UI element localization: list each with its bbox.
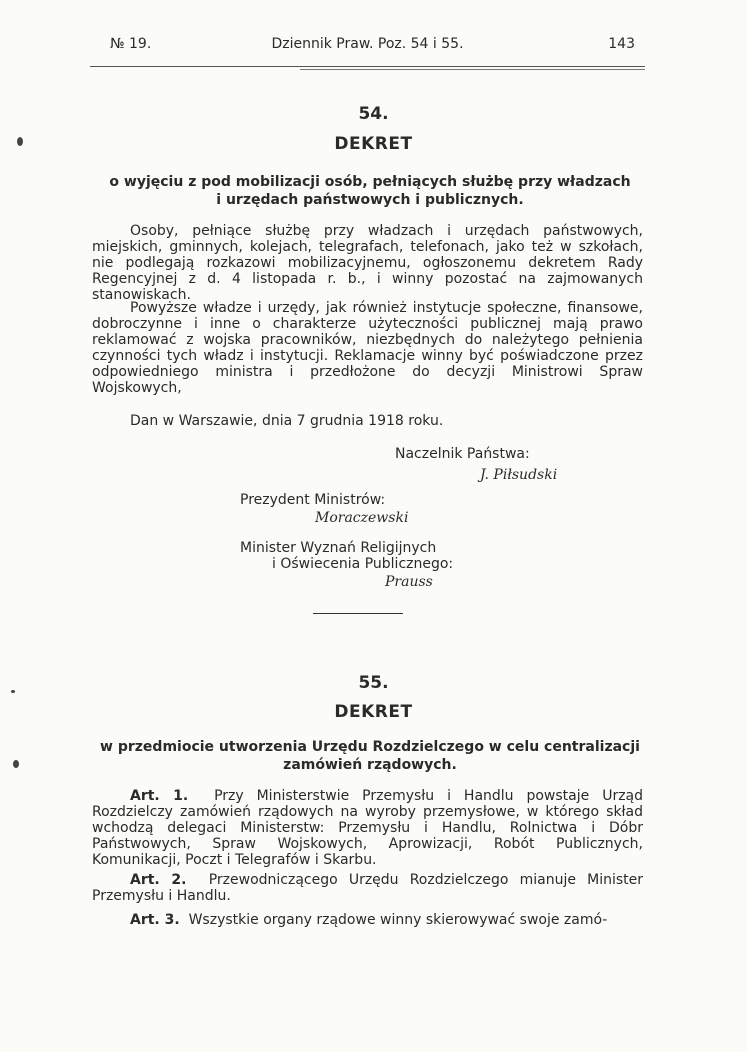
decree-54-paragraph-1: Osoby, pełniące służbę przy władzach i urzędach państwowych, miejskich, gminnych, kolejach, telegrafach, telefonach, jako też w szkołach, nie podlegają rozkazowi mobilizacyjnemu, ogłoszonemu dekretem Rady Regencyjnej z d. 4 listopada r. b., i winny pozostać na zajmowanych stanowiskach.: [92, 223, 643, 303]
section-divider: [313, 613, 403, 614]
decree-55-title: [95, 738, 645, 774]
article-2-text: Przewodniczącego Urzędu Rozdzielczego mianuje Minister Przemysłu i Handlu.: [92, 872, 643, 904]
decree-54-paragraph-2: Powyższe władze i urzędy, jak również instytucje społeczne, finansowe, dobroczynne i inne o charakterze użyteczności publicznej mają prawo reklamować z wojska pracowników, niezbędnych do należytego pełnienia czynności tych władz i instytucji. Reklamacje winny być poświadczone przez odpowiedniego ministra i przedłożone do decyzji Ministrowi Spraw Wojskowych,: [92, 300, 643, 396]
decree-55-title-line2: zamówień rządowych.: [283, 757, 457, 773]
article-1-text: Przy Ministerstwie Przemysłu i Handlu powstaje Urząd Rozdzielczy zamówień rządowych na wyroby przemysłowe, w którego skład wchodzą delegaci Ministerstw: Przemysłu i Handlu, Rolnictwa i Dóbr Państwowych, Spraw Wojskowych, Aprowizacji, Robót Publicznych, Komunikacji, Poczt i Telegrafów i Skarbu.: [92, 788, 644, 868]
article-1: [92, 788, 643, 868]
article-2: [92, 872, 643, 904]
article-1-label: Art. 1.: [130, 788, 189, 804]
issue-number: № 19.: [110, 36, 152, 52]
article-3: [92, 912, 643, 928]
scan-speck: [11, 690, 15, 693]
decree-54-number: 54.: [358, 104, 389, 124]
signatory-2-role: Prezydent Ministrów:: [240, 492, 386, 508]
signatory-1-name: J. Piłsudski: [480, 467, 558, 483]
decree-55-title-line1: w przedmiocie utworzenia Urzędu Rozdzielczego w celu centralizacji: [100, 739, 640, 755]
signatory-1-role: Naczelnik Państwa:: [395, 446, 530, 462]
article-3-label: Art. 3.: [130, 912, 180, 928]
scan-speck: [17, 137, 23, 146]
decree-54-date: Dan w Warszawie, dnia 7 grudnia 1918 roku.: [130, 413, 444, 429]
article-3-text: Wszystkie organy rządowe winny skierowywać swoje zamó-: [188, 912, 608, 928]
decree-54-title-line2: i urzędach państwowych i publicznych.: [216, 192, 524, 208]
header-rule: [90, 66, 645, 67]
signatory-3-role-line2: i Oświecenia Publicznego:: [272, 556, 454, 572]
decree-54-title: [95, 173, 645, 209]
decree-55-number: 55.: [358, 673, 389, 693]
page-header: [90, 36, 645, 58]
header-rule-secondary: [300, 69, 645, 70]
decree-55-heading: DEKRET: [334, 702, 413, 722]
signatory-2-name: Moraczewski: [315, 510, 409, 526]
signatory-3-role-line1: Minister Wyznań Religijnych: [240, 540, 437, 556]
article-2-label: Art. 2.: [130, 872, 187, 888]
signatory-3-name: Prauss: [385, 574, 433, 590]
page-number: 143: [608, 36, 635, 52]
journal-reference: Dziennik Praw. Poz. 54 i 55.: [271, 36, 464, 52]
decree-54-heading: DEKRET: [334, 134, 413, 154]
scan-speck: [13, 760, 19, 768]
decree-54-title-line1: o wyjęciu z pod mobilizacji osób, pełniących służbę przy władzach: [109, 174, 631, 190]
